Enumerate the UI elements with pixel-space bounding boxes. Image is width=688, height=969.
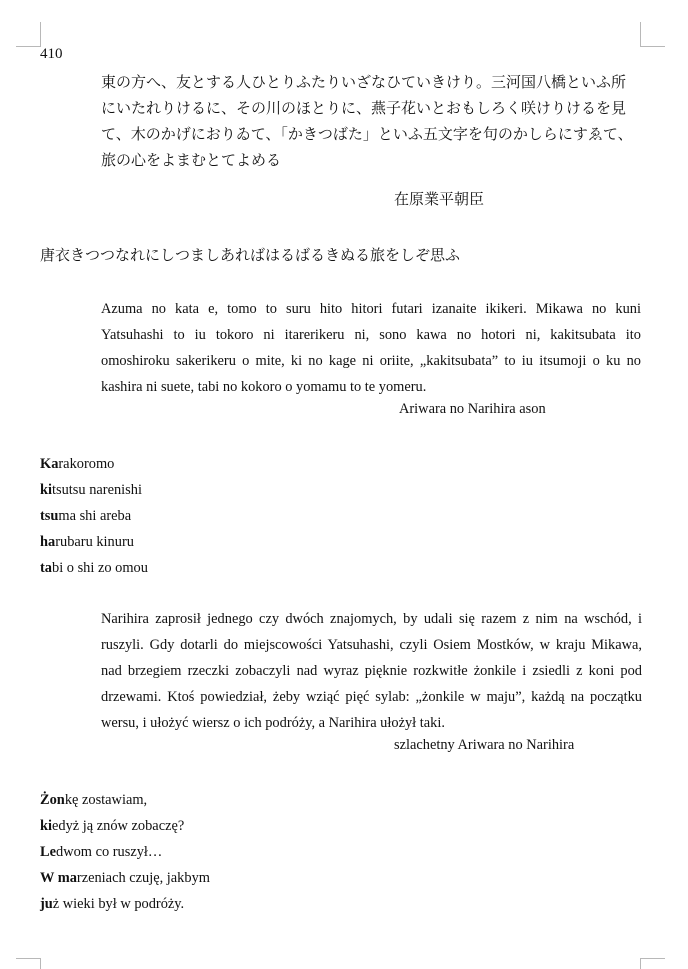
poem-line-rest: kę zostawiam, bbox=[64, 792, 148, 808]
japanese-prose-line: 東の方へ、友とする人ひとりふたりいざなひていきけり。三河国八橋といふ所 bbox=[101, 75, 627, 91]
romaji-prose-line: Azuma no kata e, tomo to suru hito hitori futari izanaite ikikeri. Mikawa no kuni bbox=[101, 301, 641, 317]
poem-line-rest: ż wieki był w podróży. bbox=[52, 896, 185, 912]
japanese-prose-line: 旅の心をよまむとてよめる bbox=[101, 153, 282, 169]
acrostic-syllable: Ka bbox=[40, 456, 59, 472]
acrostic-syllable: Le bbox=[40, 844, 56, 860]
polish-author: szlachetny Ariwara no Narihira bbox=[394, 737, 575, 753]
polish-prose-line: drzewami. Ktoś powiedział, żeby wziąć pięć sylab: „żonkile w maju”, każdą na początku bbox=[101, 689, 642, 705]
poem-line-rest: rubaru kinuru bbox=[55, 534, 134, 550]
poem-line-rest: tsutsu narenishi bbox=[52, 482, 142, 498]
poem-line bbox=[40, 813, 210, 839]
acrostic-syllable: W ma bbox=[40, 870, 77, 886]
acrostic-syllable: ju bbox=[40, 896, 53, 912]
poem-line bbox=[40, 477, 148, 503]
poem-line bbox=[40, 555, 148, 581]
romaji-prose-line: Yatsuhashi to iu tokoro ni itarerikeru ni, sono kawa no hotori ni, kakitsubata ito bbox=[101, 327, 641, 343]
polish-prose-line: ruszyli. Gdy dotarli do miejscowości Yatsuhashi, czyli Osiem Mostków, w kraju Mikawa, bbox=[101, 637, 642, 653]
acrostic-syllable: Żon bbox=[40, 792, 65, 808]
japanese-prose-line: て、木のかげにおりゐて、「かきつばた」といふ五文字を句のかしらにすゑて、 bbox=[101, 127, 633, 143]
romaji-prose-line: omoshiroku sakerikeru o mite, ki no kage ni oriite, „kakitsubata” to iu itsumoji o ku no bbox=[101, 353, 641, 369]
polish-prose-line: wersu, i ułożyć wiersz o ich podróży, a Narihira ułożył taki. bbox=[101, 715, 445, 731]
poem-line-rest: dwom co ruszył… bbox=[56, 844, 163, 860]
acrostic-syllable: ki bbox=[40, 482, 53, 498]
page-number: 410 bbox=[40, 46, 63, 62]
polish-prose-line: nad brzegiem rzeczki zobaczyli nad wyraz pięknie rozkwitłe żonkile i zsiedli z koni pod bbox=[101, 663, 642, 679]
romaji-poem bbox=[40, 451, 148, 581]
japanese-author: 在原業平朝臣 bbox=[394, 192, 485, 208]
crop-mark-top-right bbox=[640, 22, 665, 47]
romaji-author: Ariwara no Narihira ason bbox=[399, 401, 546, 417]
crop-mark-bottom-left bbox=[16, 958, 41, 969]
japanese-poem: 唐衣きつつなれにしつましあればはるばるきぬる旅をしぞ思ふ bbox=[40, 248, 461, 264]
romaji-prose bbox=[101, 296, 641, 400]
polish-poem bbox=[40, 787, 210, 917]
poem-line-rest: ma shi areba bbox=[58, 508, 132, 524]
romaji-prose-line: kashira ni suete, tabi no kokoro o yomamu to te yomeru. bbox=[101, 379, 427, 395]
japanese-prose bbox=[101, 70, 653, 174]
poem-line bbox=[40, 891, 210, 917]
poem-line-rest: rakoromo bbox=[58, 456, 115, 472]
acrostic-syllable: ta bbox=[40, 560, 52, 576]
poem-line bbox=[40, 787, 210, 813]
japanese-prose-line: にいたれりけるに、その川のほとりに、燕子花いとおもしろく咲けりけるを見 bbox=[101, 101, 627, 117]
poem-line bbox=[40, 503, 148, 529]
poem-line-rest: bi o shi zo omou bbox=[52, 560, 148, 576]
acrostic-syllable: ha bbox=[40, 534, 56, 550]
poem-line bbox=[40, 529, 148, 555]
crop-mark-top-left bbox=[16, 22, 41, 47]
polish-prose bbox=[101, 606, 642, 736]
poem-line bbox=[40, 865, 210, 891]
poem-line-rest: edyż ją znów zobaczę? bbox=[52, 818, 185, 834]
poem-line bbox=[40, 451, 148, 477]
crop-mark-bottom-right bbox=[640, 958, 665, 969]
poem-line bbox=[40, 839, 210, 865]
polish-prose-line: Narihira zaprosił jednego czy dwóch znajomych, by udali się razem z nim na wschód, i bbox=[101, 611, 642, 627]
acrostic-syllable: tsu bbox=[40, 508, 59, 524]
poem-line-rest: rzeniach czuję, jakbym bbox=[76, 870, 210, 886]
acrostic-syllable: ki bbox=[40, 818, 53, 834]
